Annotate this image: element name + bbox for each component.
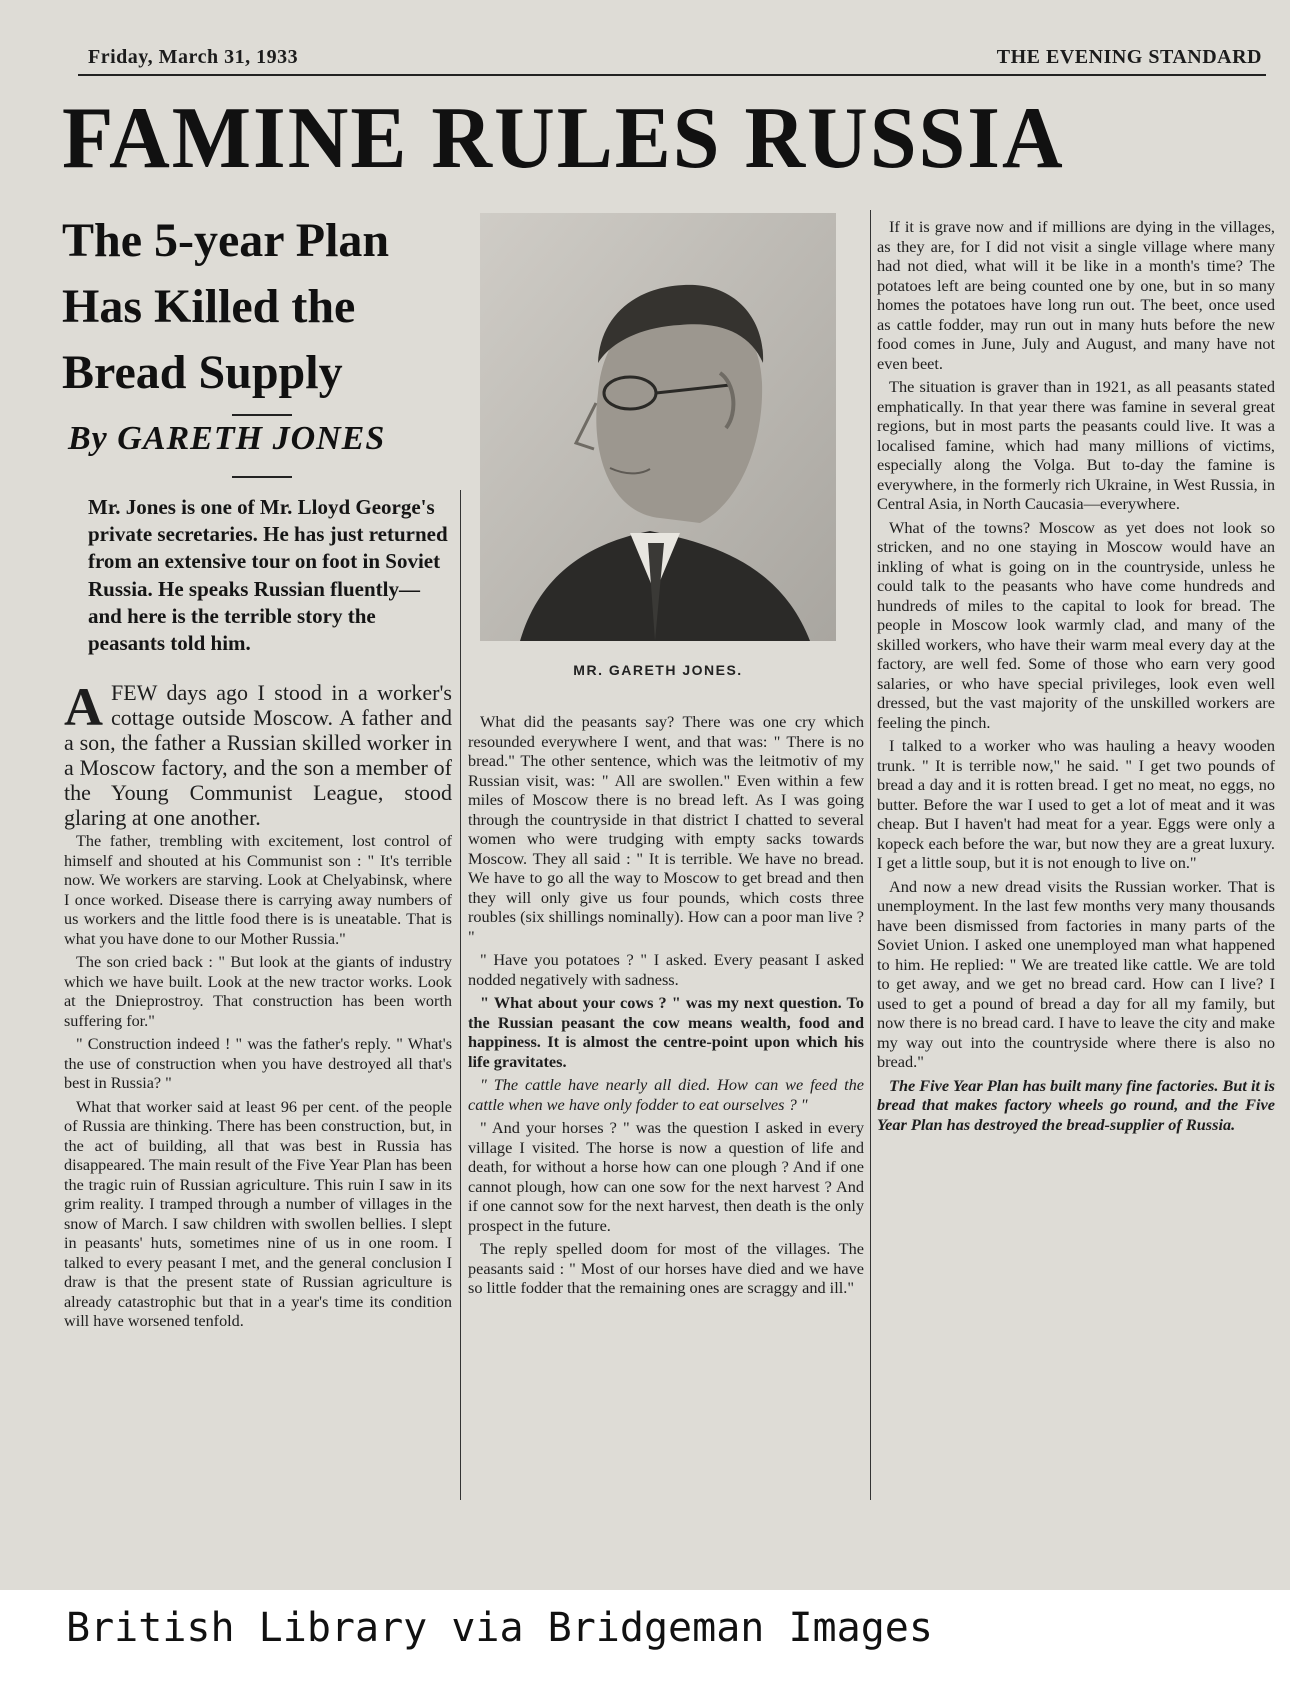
article-column-2	[468, 712, 864, 1302]
byline-rule	[232, 476, 292, 478]
main-headline: FAMINE RULES RUSSIA	[62, 89, 1065, 187]
paragraph: What did the peasants say? There was one cry which resounded everywhere I went, and that was: " There is no bread." The other sentence, which was the leitmotiv of my Russian visit, was: " All are swollen." Even within a few miles of Moscow there is no bread left. As I was going through the countryside in that district I chatted to several women who were trudging with empty sacks towards Moscow. They all said : " It is terrible. We have no bread. We have to go all the way to Moscow to get bread and then they will only give us four pounds, which costs three roubles (six shillings nominally). How can a poor man live ? "	[468, 712, 864, 946]
column-rule	[460, 490, 461, 1500]
paragraph: What of the towns? Moscow as yet does not look so stricken, and no one staying in Moscow would have an inkling of what is going on in the countryside, unless he could talk to the peasants who have come hundreds and hundreds of miles to the capital to look for bread. The people in Moscow look warmly clad, and many of the skilled workers, who have their warm meal every day at the factory, are well fed. Some of those who earn very good salaries, or who have special privileges, look even well dressed, but the vast majority of the unskilled workers are feeling the pinch.	[877, 517, 1275, 732]
paragraph: " Have you potatoes ? " I asked. Every peasant I asked nodded negatively with sadness.	[468, 950, 864, 989]
standfirst: Mr. Jones is one of Mr. Lloyd George's private secretaries. He has just returned from an extensive tour on foot in Soviet Russia. He speaks Russian fluently—and here is the terrible story the peasants told him.	[88, 495, 448, 656]
photo-caption: MR. GARETH JONES.	[573, 662, 743, 678]
newspaper-name: THE EVENING STANDARD	[996, 46, 1262, 68]
paragraph: " What about your cows ? " was my next question. To the Russian peasant the cow means wealth, food and happiness. It is almost the centre-point upon which his life gravitates.	[468, 993, 864, 1071]
lead-paragraph	[64, 677, 452, 830]
paragraph: And now a new dread visits the Russian worker. That is unemployment. In the last few months very many thousands have been dismissed from factories in many parts of the Soviet Union. I asked one unemployed man what happened to him. He replied: " We are treated like cattle. We are told to get away, and we get no bread card. How can I live? I used to get a pound of bread a day for all my family, but now there is no bread card. I have to leave the city and make my way out into the countryside where there is also no bread."	[877, 876, 1275, 1071]
portrait-illustration	[480, 213, 836, 641]
paragraph: The father, trembling with excitement, lost control of himself and shouted at his Communist son : " It's terrible now. We workers are starving. Look at Chelyabinsk, where I once worked. Disease there is carrying away numbers of us workers and the little food there is is uneatable. That is what you have done to our Mother Russia."	[64, 832, 452, 948]
lead-text: FEW days ago I stood in a worker's cottage outside Moscow. A father and a son, the father a Russian skilled worker in a Moscow factory, and the son a member of the Young Communist League, stood glaring at one another.	[64, 680, 452, 830]
article-column-1	[64, 677, 452, 1336]
paragraph: The situation is graver than in 1921, as all peasants stated emphatically. In that year there was famine in several great regions, but in most parts the peasants could live. It was a localised famine, which had many millions of victims, especially along the Volga. But to-day the famine is everywhere, in the formerly rich Ukraine, in West Russia, in Central Asia, in North Caucasia—everywhere.	[877, 377, 1275, 513]
subheadline-line: The 5-year Plan	[62, 214, 390, 267]
subheadline-line: Has Killed the	[62, 280, 356, 333]
issue-date: Friday, March 31, 1933	[88, 46, 299, 68]
subheadline	[62, 208, 472, 406]
paragraph: What that worker said at least 96 per cent. of the people of Russia are thinking. There has been construction, but, in the act of building, all that was best in Russia has disappeared. The main result of the Five Year Plan has been the tragic ruin of Russian agriculture. This ruin I saw in its grim reality. I tramped through a number of villages in the snow of March. I saw children with swollen bellies. I slept in peasants' huts, sometimes nine of us in one room. I talked to every peasant I met, and the general conclusion I draw is that the present state of Russian agriculture is already catastrophic but that in a year's time its condition will have worsened tenfold.	[64, 1097, 452, 1330]
paragraph: The Five Year Plan has built many fine factories. But it is bread that makes factory wheels go round, and the Five Year Plan has destroyed the bread-supplier of Russia.	[877, 1075, 1275, 1134]
paragraph: The son cried back : " But look at the giants of industry which we have built. Look at the new tractor works. Look at the Dnieprostroy. That construction has been worth suffering for."	[64, 953, 452, 1030]
byline-rule	[232, 414, 292, 416]
subheadline-line: Bread Supply	[62, 346, 343, 399]
author-portrait-photo	[480, 213, 836, 641]
paragraph: " Construction indeed ! " was the father's reply. " What's the use of construction when you have destroyed all that's best in Russia? "	[64, 1035, 452, 1092]
paragraph: I talked to a worker who was hauling a heavy wooden trunk. " It is terrible now," he said. " I get two pounds of bread a day and it is rotten bread. I get no meat, no eggs, no butter. Before the war I used to get a lot of meat and it was cheap. But I haven't had meat for a year. Eggs were only a kopeck each before the war, but now they are a great luxury. I get a little soup, but it is not enough to live on."	[877, 736, 1275, 872]
article-column-3	[877, 217, 1275, 1138]
image-credit: British Library via Bridgeman Images	[66, 1605, 933, 1651]
drop-cap: A	[64, 677, 103, 737]
paragraph: If it is grave now and if millions are dying in the villages, as they are, for I did not visit a single village where many had not died, what will it be like in a month's time? The potatoes left are being counted one by one, but in so many homes the potatoes have long run out. The beet, once used as cattle fodder, may run out in many huts before the new food comes in June, July and August, and many have not even beet.	[877, 217, 1275, 373]
column-rule	[870, 210, 871, 1500]
paragraph: " And your horses ? " was the question I asked in every village I visited. The horse is now a question of life and death, for without a horse how can one plough ? And if one cannot plough, how can one sow for the next harvest ? And if one cannot sow for the next harvest, then death is the only prospect in the future.	[468, 1118, 864, 1235]
masthead-rule	[78, 74, 1266, 76]
byline: By GARETH JONES	[68, 420, 386, 457]
paragraph: " The cattle have nearly all died. How can we feed the cattle when we have only fodder to eat ourselves ? "	[468, 1075, 864, 1114]
paragraph: The reply spelled doom for most of the villages. The peasants said : " Most of our horses have died and we have so little fodder that the remaining ones are scraggy and ill."	[468, 1239, 864, 1297]
